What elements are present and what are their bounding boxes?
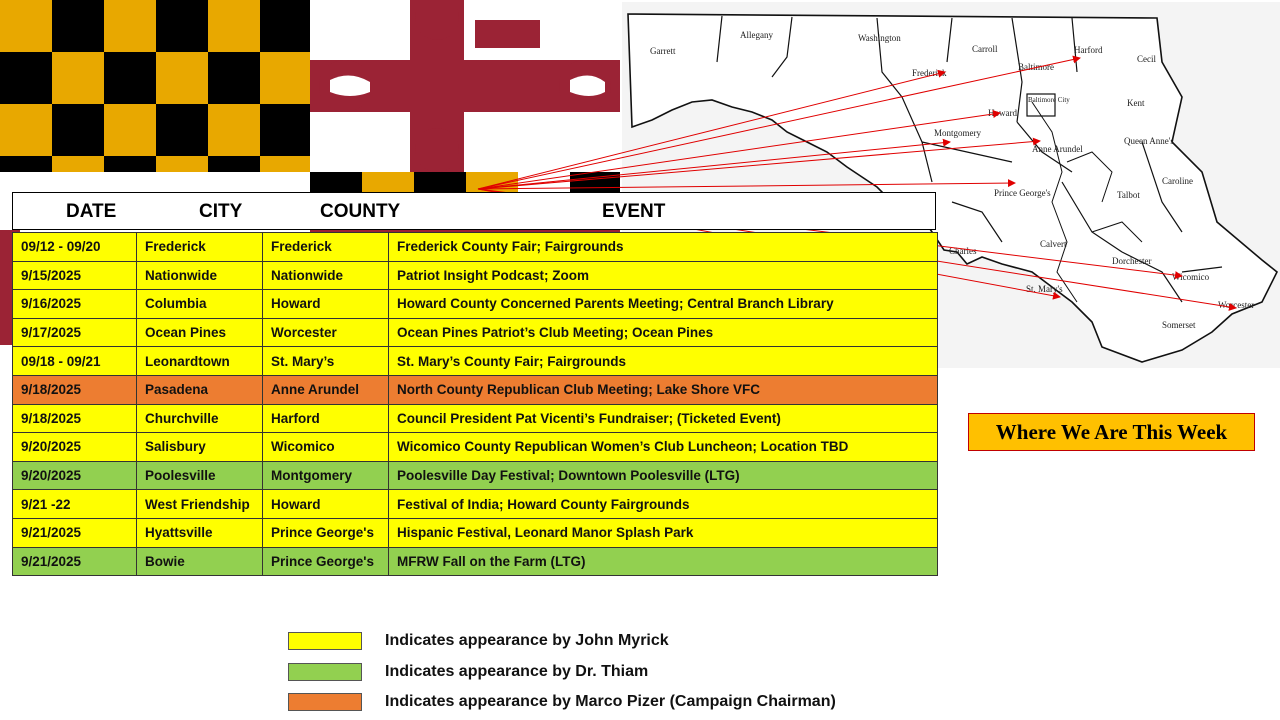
schedule-table xyxy=(12,232,938,576)
map-label-anne-arundel: Anne Arundel xyxy=(1032,144,1083,154)
cell-county: Montgomery xyxy=(263,461,389,490)
where-we-are-label: Where We Are This Week xyxy=(968,413,1255,451)
cell-event: St. Mary’s County Fair; Fairgrounds xyxy=(389,347,938,376)
cell-event: Council President Pat Vicenti’s Fundraiser; (Ticketed Event) xyxy=(389,404,938,433)
schedule-row xyxy=(13,375,938,404)
legend-swatch-orange xyxy=(288,693,362,711)
cell-date: 9/20/2025 xyxy=(13,433,137,462)
header-date: DATE xyxy=(66,201,117,222)
map-label-carroll: Carroll xyxy=(972,44,998,54)
cell-event: Hispanic Festival, Leonard Manor Splash Park xyxy=(389,518,938,547)
cell-city: Frederick xyxy=(137,233,263,262)
schedule-row xyxy=(13,518,938,547)
legend-text-yellow: Indicates appearance by John Myrick xyxy=(385,632,669,649)
cell-county: Howard xyxy=(263,290,389,319)
map-label-baltimore-city: Baltimore City xyxy=(1028,96,1070,104)
map-label-cecil: Cecil xyxy=(1137,54,1156,64)
cell-city: Poolesville xyxy=(137,461,263,490)
map-label-harford: Harford xyxy=(1074,45,1103,55)
cell-date: 9/21 -22 xyxy=(13,490,137,519)
cell-county: Anne Arundel xyxy=(263,375,389,404)
cell-date: 9/21/2025 xyxy=(13,518,137,547)
map-label-allegany: Allegany xyxy=(740,30,773,40)
cell-event: Poolesville Day Festival; Downtown Poolesville (LTG) xyxy=(389,461,938,490)
cell-city: Columbia xyxy=(137,290,263,319)
cell-event: MFRW Fall on the Farm (LTG) xyxy=(389,547,938,576)
map-label-queen-annes: Queen Anne's xyxy=(1124,136,1174,146)
map-label-somerset: Somerset xyxy=(1162,320,1196,330)
cell-date: 09/12 - 09/20 xyxy=(13,233,137,262)
cell-county: Frederick xyxy=(263,233,389,262)
cell-event: North County Republican Club Meeting; Lake Shore VFC xyxy=(389,375,938,404)
map-label-wicomico: Wicomico xyxy=(1172,272,1210,282)
schedule-row xyxy=(13,547,938,576)
cell-event: Patriot Insight Podcast; Zoom xyxy=(389,261,938,290)
cell-city: Ocean Pines xyxy=(137,318,263,347)
schedule-row xyxy=(13,490,938,519)
header-city: CITY xyxy=(199,201,243,222)
cell-county: Howard xyxy=(263,490,389,519)
map-label-dorchester: Dorchester xyxy=(1112,256,1152,266)
map-label-garrett: Garrett xyxy=(650,46,676,56)
cell-date: 9/18/2025 xyxy=(13,375,137,404)
schedule-row xyxy=(13,318,938,347)
cell-county: Nationwide xyxy=(263,261,389,290)
map-label-baltimore: Baltimore xyxy=(1018,62,1054,72)
schedule-row xyxy=(13,433,938,462)
cell-event: Ocean Pines Patriot’s Club Meeting; Ocean Pines xyxy=(389,318,938,347)
cell-county: St. Mary’s xyxy=(263,347,389,376)
cell-city: Leonardtown xyxy=(137,347,263,376)
map-label-frederick: Frederick xyxy=(912,68,947,78)
map-label-caroline: Caroline xyxy=(1162,176,1193,186)
cell-date: 9/16/2025 xyxy=(13,290,137,319)
map-label-prince-georges: Prince George's xyxy=(994,188,1051,198)
cell-city: Salisbury xyxy=(137,433,263,462)
header-event: EVENT xyxy=(602,201,666,222)
cell-event: Frederick County Fair; Fairgrounds xyxy=(389,233,938,262)
legend-swatch-yellow xyxy=(288,632,362,650)
header-county: COUNTY xyxy=(320,201,401,222)
schedule-row xyxy=(13,347,938,376)
map-label-st-marys: St. Mary's xyxy=(1026,284,1063,294)
cell-event: Wicomico County Republican Women’s Club Luncheon; Location TBD xyxy=(389,433,938,462)
cell-county: Prince George's xyxy=(263,547,389,576)
cell-city: Churchville xyxy=(137,404,263,433)
cell-date: 9/20/2025 xyxy=(13,461,137,490)
schedule-row xyxy=(13,461,938,490)
schedule-header xyxy=(12,192,936,230)
map-label-worcester: Worcester xyxy=(1218,300,1255,310)
legend-text-green: Indicates appearance by Dr. Thiam xyxy=(385,663,649,680)
cell-date: 9/15/2025 xyxy=(13,261,137,290)
legend-swatch-green xyxy=(288,663,362,681)
map-label-howard: Howard xyxy=(988,108,1017,118)
cell-city: West Friendship xyxy=(137,490,263,519)
map-label-charles: Charles xyxy=(949,246,977,256)
cell-date: 9/17/2025 xyxy=(13,318,137,347)
map-label-talbot: Talbot xyxy=(1117,190,1140,200)
schedule-row xyxy=(13,261,938,290)
cell-date: 9/18/2025 xyxy=(13,404,137,433)
cell-event: Festival of India; Howard County Fairgrounds xyxy=(389,490,938,519)
cell-city: Hyattsville xyxy=(137,518,263,547)
cell-county: Worcester xyxy=(263,318,389,347)
cell-city: Nationwide xyxy=(137,261,263,290)
cell-date: 9/21/2025 xyxy=(13,547,137,576)
cell-city: Pasadena xyxy=(137,375,263,404)
schedule-row xyxy=(13,290,938,319)
map-label-montgomery: Montgomery xyxy=(934,128,981,138)
map-label-calvert: Calvert xyxy=(1040,239,1067,249)
legend-text-orange: Indicates appearance by Marco Pizer (Campaign Chairman) xyxy=(385,693,836,710)
map-label-washington: Washington xyxy=(858,33,901,43)
cell-county: Harford xyxy=(263,404,389,433)
cell-event: Howard County Concerned Parents Meeting; Central Branch Library xyxy=(389,290,938,319)
cell-county: Wicomico xyxy=(263,433,389,462)
cell-date: 09/18 - 09/21 xyxy=(13,347,137,376)
cell-county: Prince George's xyxy=(263,518,389,547)
schedule-row xyxy=(13,233,938,262)
cell-city: Bowie xyxy=(137,547,263,576)
map-label-kent: Kent xyxy=(1127,98,1145,108)
schedule-row xyxy=(13,404,938,433)
